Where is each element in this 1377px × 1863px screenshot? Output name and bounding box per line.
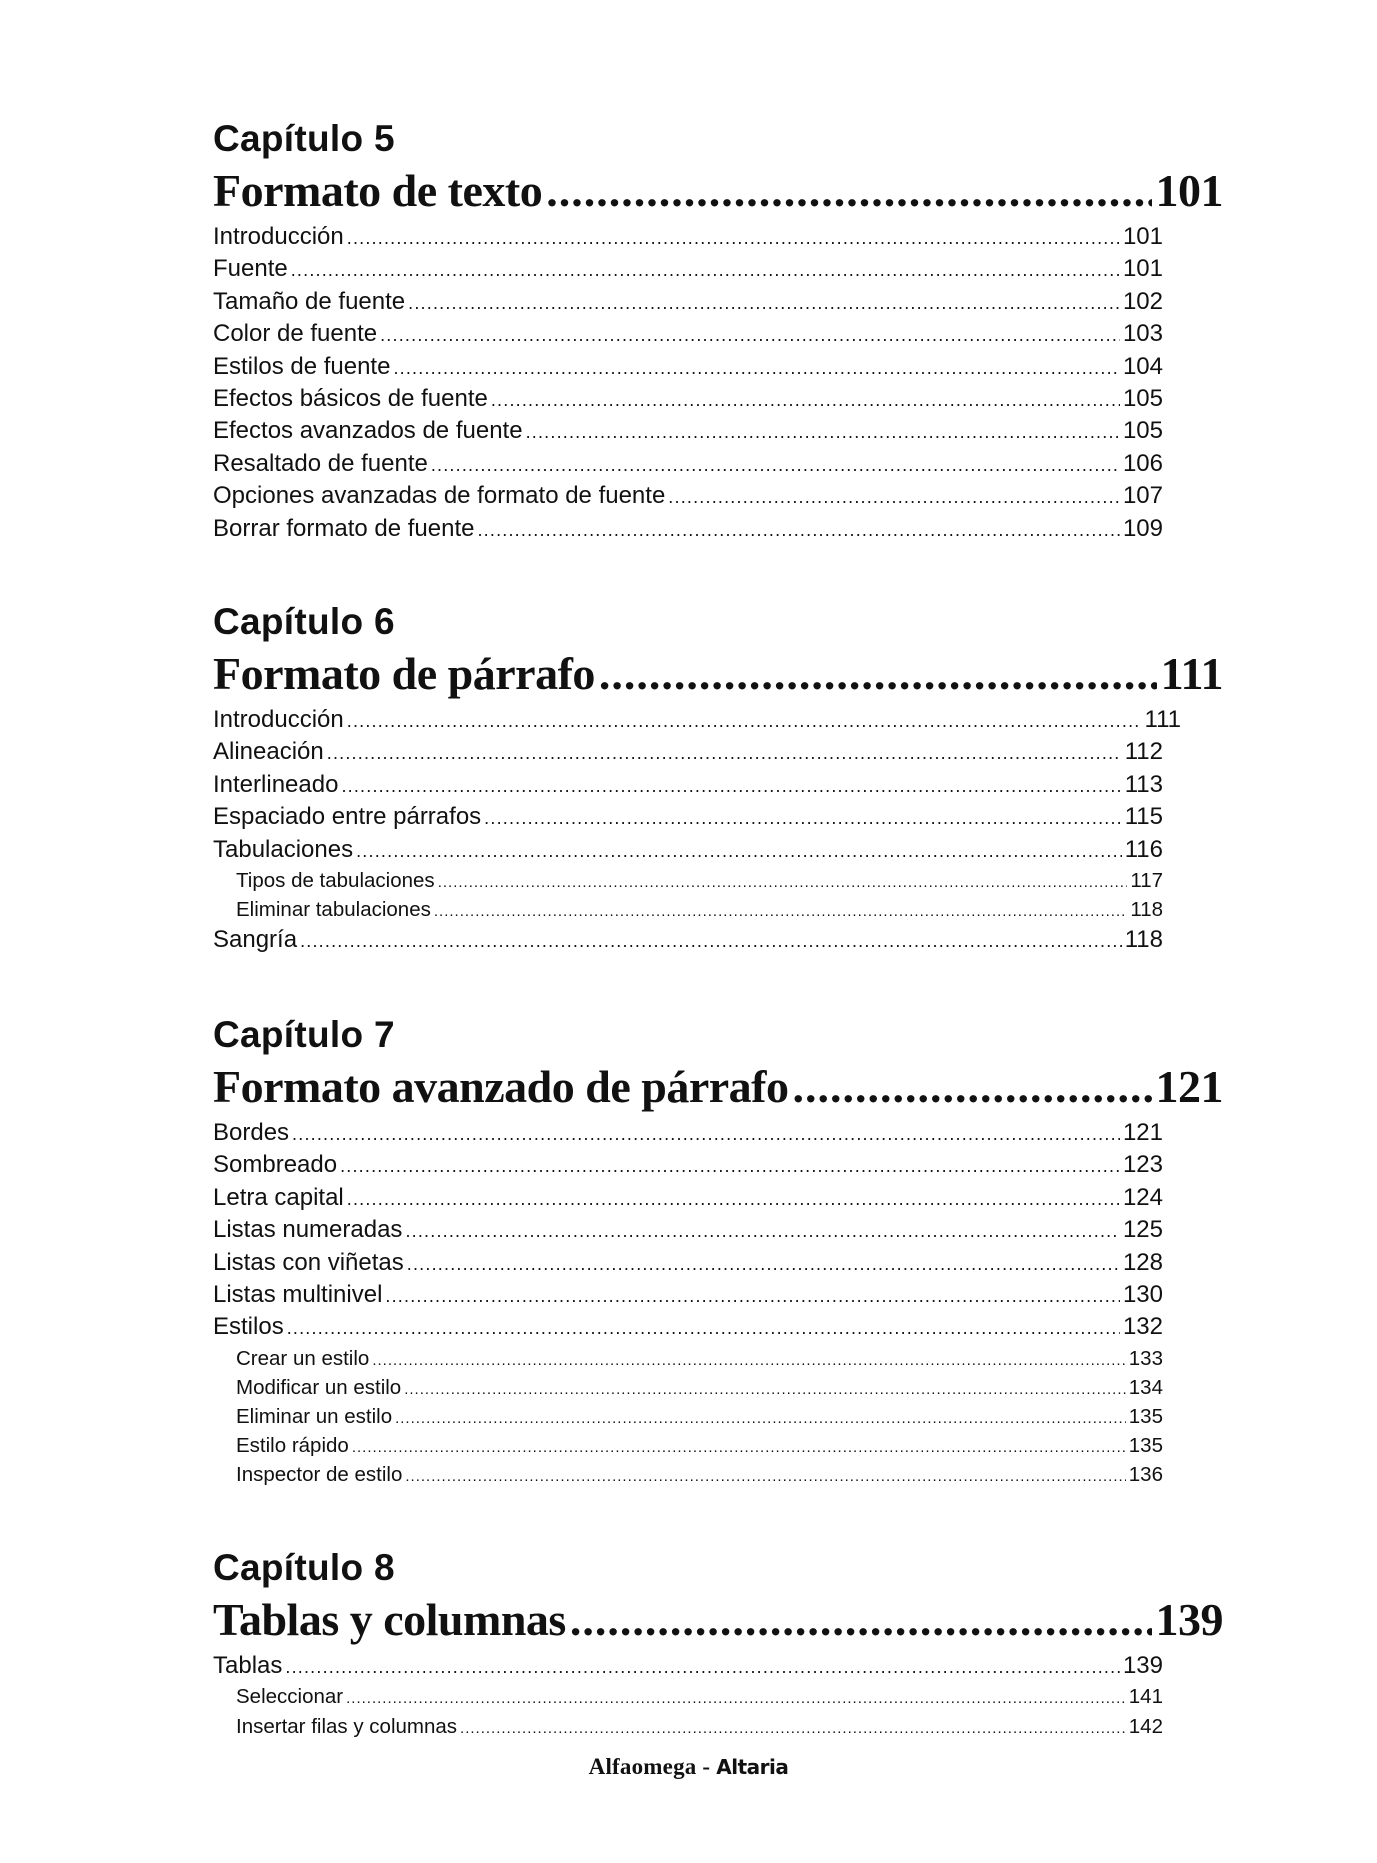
dot-leader <box>385 1280 1120 1312</box>
entry-title: Introducción <box>213 223 344 250</box>
dot-leader <box>484 802 1122 834</box>
entry-page: 124 <box>1122 1183 1163 1211</box>
entry-page: 101 <box>1122 255 1163 283</box>
chapter-label: Capítulo 7 <box>213 1014 395 1055</box>
chapter-page: 121 <box>1155 1061 1223 1112</box>
dot-leader <box>372 1346 1125 1375</box>
dot-leader <box>668 481 1120 513</box>
dot-leader <box>526 416 1120 448</box>
chapter-6 <box>213 600 1223 957</box>
dot-leader <box>460 1714 1126 1743</box>
entry-page: 111 <box>1144 706 1181 733</box>
toc-subentry[interactable] <box>213 1682 1163 1711</box>
toc-entry[interactable] <box>213 1311 1163 1343</box>
dot-leader <box>407 1248 1120 1280</box>
entry-page: 116 <box>1124 835 1163 863</box>
toc-entry[interactable] <box>213 801 1163 833</box>
entry-title: Tablas <box>213 1652 283 1679</box>
dot-leader <box>347 705 1142 737</box>
dot-leader <box>347 1183 1120 1215</box>
toc-entry[interactable] <box>213 415 1163 447</box>
toc-entry[interactable] <box>213 351 1163 383</box>
entry-page: 133 <box>1128 1346 1163 1370</box>
chapter-title: Formato avanzado de párrafo <box>213 1061 789 1112</box>
toc-entry[interactable] <box>213 1149 1163 1181</box>
entry-title: Estilos de fuente <box>213 352 391 380</box>
toc-entry[interactable] <box>213 924 1163 956</box>
chapter-title-row[interactable] <box>213 1592 1223 1648</box>
entry-title: Espaciado entre párrafos <box>213 803 482 831</box>
entry-page: 139 <box>1122 1652 1163 1679</box>
toc-subentry[interactable] <box>213 1431 1163 1460</box>
entry-title: Eliminar tabulaciones <box>236 898 431 922</box>
entry-title: Listas multinivel <box>213 1280 383 1308</box>
toc-entry[interactable] <box>213 736 1163 768</box>
dot-leader <box>491 384 1120 416</box>
toc-entry[interactable] <box>213 1650 1163 1682</box>
entry-page: 125 <box>1122 1216 1163 1244</box>
chapter-label: Capítulo 6 <box>213 601 395 642</box>
chapter-title: Formato de párrafo <box>213 648 595 699</box>
footer-separator: - <box>696 1754 717 1779</box>
chapter-7 <box>213 1013 1223 1490</box>
entry-title: Interlineado <box>213 770 339 798</box>
dot-leader <box>570 1592 1152 1648</box>
entry-title: Insertar filas y columnas <box>236 1714 458 1738</box>
dot-leader <box>341 770 1121 802</box>
entry-title: Efectos básicos de fuente <box>213 384 488 412</box>
dot-leader <box>291 254 1120 286</box>
entry-page: 118 <box>1130 898 1163 922</box>
dot-leader <box>352 1433 1126 1462</box>
toc-entry[interactable] <box>213 286 1163 318</box>
toc-entry[interactable] <box>213 480 1163 512</box>
dot-leader <box>405 1215 1120 1247</box>
entry-title: Introducción <box>213 706 344 733</box>
entry-title: Tipos de tabulaciones <box>236 868 435 892</box>
entry-page: 132 <box>1122 1313 1163 1341</box>
entry-page: 142 <box>1128 1714 1163 1738</box>
entry-page: 102 <box>1122 287 1163 315</box>
entry-page: 115 <box>1124 803 1163 831</box>
dot-leader <box>477 514 1119 546</box>
entry-title: Resaltado de fuente <box>213 449 428 477</box>
entry-page: 134 <box>1128 1375 1163 1399</box>
entry-title: Bordes <box>213 1119 290 1146</box>
dot-leader <box>393 352 1120 384</box>
dot-leader <box>408 287 1120 319</box>
entry-title: Modificar un estilo <box>236 1375 402 1399</box>
entry-title: Sombreado <box>213 1151 338 1179</box>
entry-title: Estilos <box>213 1313 284 1341</box>
entry-page: 128 <box>1122 1248 1163 1276</box>
toc-entry[interactable] <box>213 1117 1163 1149</box>
entry-title: Listas numeradas <box>213 1216 403 1244</box>
toc-entry[interactable] <box>213 448 1163 480</box>
toc-entry[interactable] <box>213 1247 1163 1279</box>
entry-title: Letra capital <box>213 1183 344 1211</box>
dot-leader <box>340 1150 1120 1182</box>
chapter-page: 111 <box>1160 648 1223 699</box>
entry-title: Inspector de estilo <box>236 1463 403 1487</box>
entry-title: Tamaño de fuente <box>213 287 406 315</box>
entry-page: 123 <box>1122 1151 1163 1179</box>
entry-page: 112 <box>1124 738 1163 766</box>
dot-leader <box>346 1684 1126 1713</box>
chapter-page: 139 <box>1155 1594 1223 1645</box>
toc-entry[interactable] <box>213 1182 1163 1214</box>
entry-page: 118 <box>1124 926 1163 954</box>
chapter-page: 101 <box>1155 165 1223 216</box>
entry-page: 136 <box>1128 1463 1163 1487</box>
dot-leader <box>546 163 1151 219</box>
toc-entry[interactable] <box>213 769 1163 801</box>
entry-title: Crear un estilo <box>236 1346 370 1370</box>
entry-page: 103 <box>1122 320 1163 348</box>
entry-page: 109 <box>1122 514 1163 542</box>
chapter-title-row[interactable] <box>213 646 1223 702</box>
dot-leader <box>405 1462 1125 1491</box>
chapter-title: Tablas y columnas <box>213 1594 566 1645</box>
toc-entry[interactable] <box>213 221 1163 253</box>
entry-page: 121 <box>1122 1119 1163 1146</box>
toc-entry[interactable] <box>213 318 1163 350</box>
chapter-title-row[interactable] <box>213 163 1223 219</box>
chapter-label: Capítulo 8 <box>213 1547 395 1588</box>
dot-leader <box>404 1375 1126 1404</box>
toc-entry[interactable] <box>213 834 1163 866</box>
toc-subentry[interactable] <box>213 1712 1163 1741</box>
entry-title: Seleccionar <box>236 1685 344 1709</box>
entry-page: 135 <box>1128 1405 1163 1429</box>
dot-leader <box>347 222 1120 254</box>
dot-leader <box>292 1118 1120 1150</box>
footer-brand: Altaria <box>716 1755 789 1779</box>
toc-subentry[interactable] <box>213 1373 1163 1402</box>
toc-entry[interactable] <box>213 253 1163 285</box>
entry-page: 106 <box>1122 449 1163 477</box>
entry-page: 105 <box>1122 417 1163 445</box>
entry-title: Listas con viñetas <box>213 1248 404 1276</box>
dot-leader <box>300 925 1122 957</box>
chapter-8 <box>213 1546 1223 1741</box>
dot-leader <box>792 1059 1151 1115</box>
toc-entry[interactable] <box>213 383 1163 415</box>
toc-entry[interactable] <box>213 1279 1163 1311</box>
footer-publisher: Alfaomega <box>588 1754 697 1779</box>
toc-subentry[interactable] <box>213 895 1163 924</box>
toc-subentry[interactable] <box>213 866 1163 895</box>
entry-title: Sangría <box>213 926 298 954</box>
entry-page: 117 <box>1130 868 1163 892</box>
dot-leader <box>327 737 1122 769</box>
entry-title: Estilo rápido <box>236 1434 349 1458</box>
entry-title: Opciones avanzadas de formato de fuente <box>213 482 666 510</box>
toc-entry[interactable] <box>213 1214 1163 1246</box>
dot-leader <box>380 319 1120 351</box>
dot-leader <box>599 646 1157 702</box>
dot-leader <box>285 1651 1120 1683</box>
toc-entries <box>213 1117 1223 1490</box>
chapter-5 <box>213 117 1223 545</box>
dot-leader <box>356 835 1122 867</box>
entry-page: 107 <box>1122 482 1163 510</box>
dot-leader <box>431 449 1120 481</box>
dot-leader <box>434 897 1127 926</box>
entry-page: 104 <box>1122 352 1163 380</box>
toc-entries <box>213 221 1223 545</box>
entry-title: Eliminar un estilo <box>236 1405 393 1429</box>
entry-page: 135 <box>1128 1434 1163 1458</box>
entry-title: Borrar formato de fuente <box>213 514 475 542</box>
entry-title: Alineación <box>213 738 324 766</box>
chapter-title-row[interactable] <box>213 1059 1223 1115</box>
entry-page: 101 <box>1122 223 1163 250</box>
chapter-label: Capítulo 5 <box>213 118 395 159</box>
entry-title: Fuente <box>213 255 288 283</box>
entry-page: 130 <box>1122 1280 1163 1308</box>
entry-page: 141 <box>1128 1685 1163 1709</box>
page-footer <box>0 1754 1377 1780</box>
entry-title: Efectos avanzados de fuente <box>213 417 523 445</box>
entry-title: Color de fuente <box>213 320 378 348</box>
toc-subentry[interactable] <box>213 1460 1163 1489</box>
dot-leader <box>287 1312 1120 1344</box>
entry-title: Tabulaciones <box>213 835 354 863</box>
toc-entry[interactable] <box>213 513 1163 545</box>
entry-page: 105 <box>1122 384 1163 412</box>
toc-entries <box>213 1650 1223 1741</box>
dot-leader <box>395 1404 1126 1433</box>
chapter-title: Formato de texto <box>213 165 543 216</box>
toc-entry[interactable] <box>213 704 1181 736</box>
toc-entries <box>213 704 1223 957</box>
entry-page: 113 <box>1124 770 1163 798</box>
dot-leader <box>438 868 1128 897</box>
toc-subentry[interactable] <box>213 1344 1163 1373</box>
toc-subentry[interactable] <box>213 1402 1163 1431</box>
